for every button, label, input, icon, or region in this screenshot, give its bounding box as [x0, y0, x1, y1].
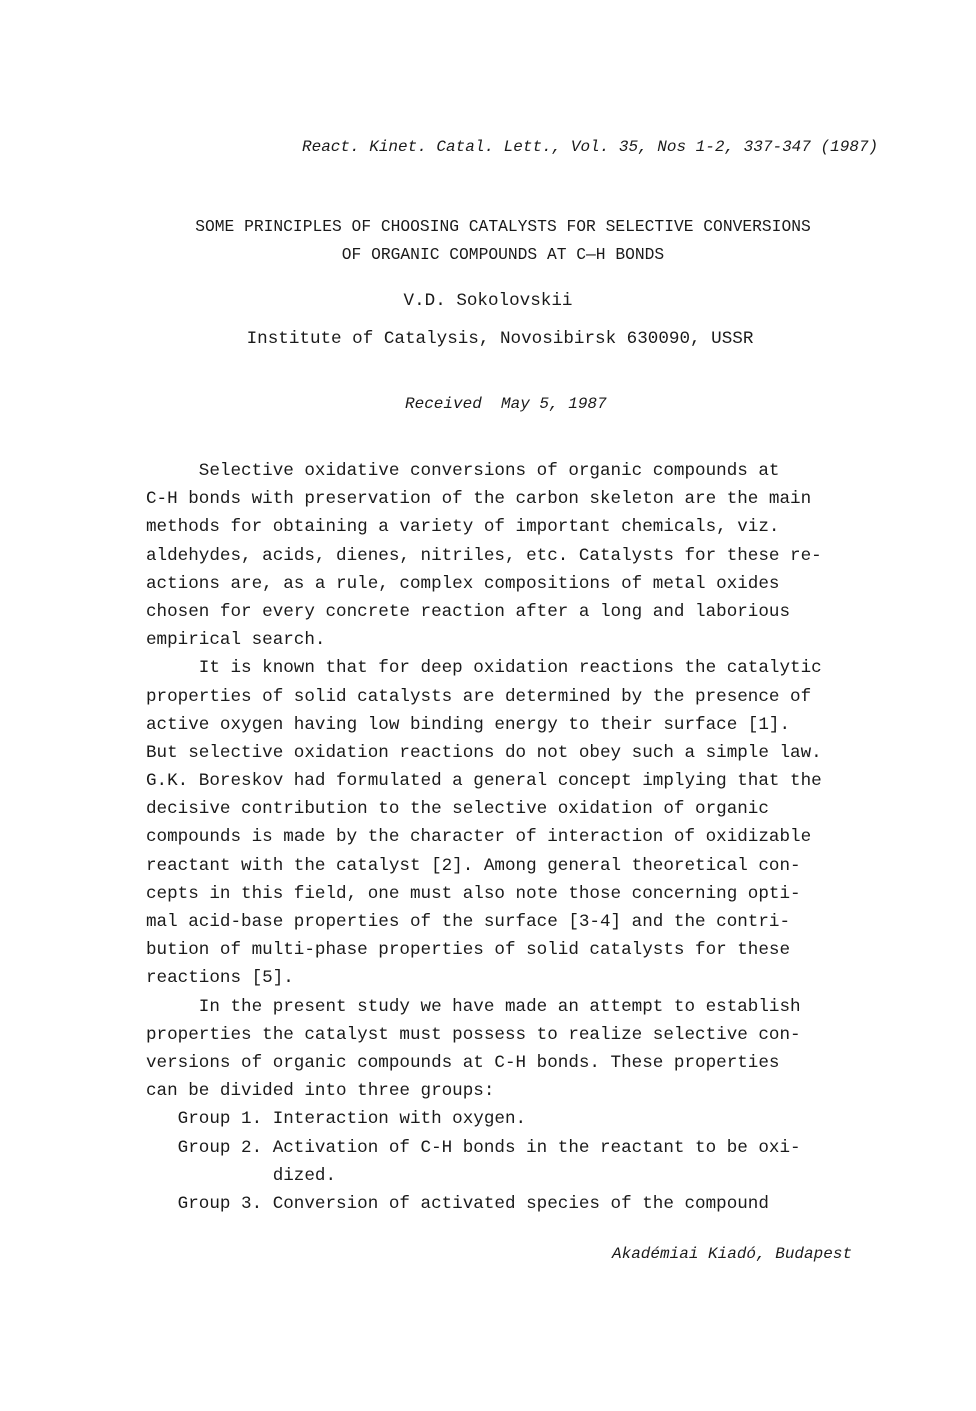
body-line: properties of solid catalysts are determined by the presence of — [146, 686, 812, 707]
body-line: empirical search. — [146, 630, 326, 651]
body-line: versions of organic compounds at C-H bonds. These properties — [146, 1052, 780, 1073]
body-line: chosen for every concrete reaction after a long and laborious — [146, 601, 791, 622]
body-line: G.K. Boreskov had formulated a general concept implying that the — [146, 771, 822, 792]
author-name: V.D. Sokolovskii — [403, 291, 573, 311]
article-title-line-2: OF ORGANIC COMPOUNDS AT C—H BONDS — [341, 245, 665, 264]
group-list-item: Group 3. Conversion of activated species of the compound — [146, 1193, 769, 1214]
body-line: It is known that for deep oxidation reactions the catalytic — [146, 658, 822, 679]
group-list-item-continuation: dized. — [146, 1165, 337, 1186]
group-list-item: Group 2. Activation of C-H bonds in the reactant to be oxi- — [146, 1137, 801, 1158]
body-line: aldehydes, acids, dienes, nitriles, etc. Catalysts for these re- — [146, 545, 822, 566]
publisher-footer: Akadémiai Kiadó, Budapest — [612, 1245, 853, 1263]
body-text — [146, 457, 866, 1218]
body-line: Selective oxidative conversions of organic compounds at — [146, 461, 780, 481]
group-list-item: Group 1. Interaction with oxygen. — [146, 1109, 527, 1130]
body-line: C-H bonds with preservation of the carbon skeleton are the main — [146, 489, 812, 510]
body-line: In the present study we have made an attempt to establish — [146, 996, 801, 1017]
body-line: But selective oxidation reactions do not obey such a simple law. — [146, 742, 822, 763]
body-line: reactant with the catalyst [2]. Among general theoretical con- — [146, 855, 801, 876]
body-line: compounds is made by the character of interaction of oxidizable — [146, 827, 812, 848]
body-line: mal acid-base properties of the surface [3-4] and the contri- — [146, 912, 791, 932]
received-date: Received May 5, 1987 — [405, 395, 607, 413]
article-title-line-1: SOME PRINCIPLES OF CHOOSING CATALYSTS FOR SELECTIVE CONVERSIONS — [195, 217, 811, 236]
body-line: active oxygen having low binding energy to their surface [1]. — [146, 714, 791, 735]
running-head-citation: React. Kinet. Catal. Lett., Vol. 35, Nos 1-2, 337-347 (1987) — [302, 138, 879, 156]
body-line: properties the catalyst must possess to realize selective con- — [146, 1024, 801, 1045]
body-line: actions are, as a rule, complex compositions of metal oxides — [146, 573, 780, 594]
author-affiliation: Institute of Catalysis, Novosibirsk 630090, USSR — [246, 329, 754, 349]
body-line: bution of multi-phase properties of solid catalysts for these — [146, 940, 791, 961]
body-line: decisive contribution to the selective oxidation of organic — [146, 799, 769, 820]
body-line: methods for obtaining a variety of important chemicals, viz. — [146, 517, 780, 538]
body-line: cepts in this field, one must also note those concerning opti- — [146, 883, 801, 904]
body-line: reactions [5]. — [146, 968, 294, 989]
body-line: can be divided into three groups: — [146, 1081, 495, 1102]
